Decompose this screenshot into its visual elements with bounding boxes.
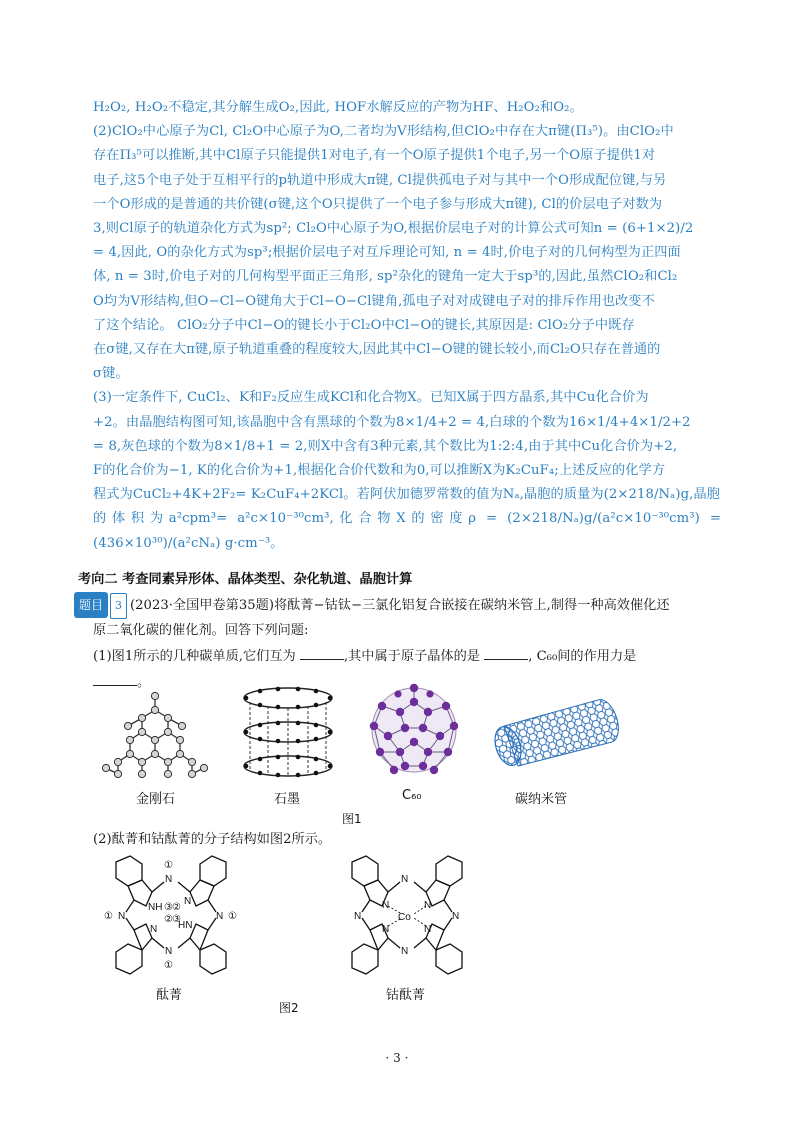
- site-label-1-bottom: ①: [164, 960, 173, 971]
- part1-end: 。: [137, 675, 151, 690]
- answer-line: (2)ClO₂中心原子为Cl, Cl₂O中心原子为O,二者均为V形结构,但ClO₂中存在大π键(Π₃⁵)。由ClO₂中: [93, 124, 674, 140]
- question-number: 3: [110, 593, 127, 619]
- question-tag: 题目: [74, 592, 108, 618]
- co-atom-n-right: N: [452, 911, 460, 922]
- atom-n-left: N: [118, 911, 126, 922]
- co-atom-n-left: N: [354, 911, 362, 922]
- figure1-label-graphite: 石墨: [274, 792, 301, 807]
- figure2-label-cobalt-phthalocyanine: 钴酞菁: [386, 988, 426, 1003]
- atom-n-right: N: [216, 911, 224, 922]
- answer-line: 存在Π₃⁵可以推断,其中Cl原子只能提供1对电子,有一个O原子提供1个电子,另一个O原子提供1对: [93, 148, 656, 164]
- atom-n-bottom: N: [165, 946, 173, 957]
- site-label-2-upper: ②: [164, 914, 173, 925]
- co-atom-n-bottom: N: [401, 946, 409, 957]
- part1-text-a: (1)图1所示的几种碳单质,它们互为: [93, 649, 296, 664]
- figure1-caption: 图1: [342, 812, 362, 826]
- answer-blank-2[interactable]: [484, 646, 528, 660]
- answer-line: 在σ键,又存在大π键,原子轨道重叠的程度较大,因此其中Cl−O键的键长较小,而Cl₂O只存在普通的: [93, 342, 661, 358]
- part1-text-b: ,其中属于原子晶体的是: [343, 649, 480, 664]
- answer-line: = 4,因此, O的杂化方式为sp³;根据价层电子对互斥理论可知, n = 4时,价电子对的几何构型为正四面: [93, 245, 681, 261]
- answer-line: 了这个结论。 ClO₂分子中Cl−O的键长小于Cl₂O中Cl−O的键长,其原因是: ClO₂分子中既存: [93, 317, 635, 333]
- site-label-2-mid: ②: [172, 902, 181, 913]
- answer-blank-1[interactable]: [300, 646, 344, 660]
- site-label-1-left: ①: [104, 911, 113, 922]
- co-atom-n-inner-4: N: [424, 924, 432, 935]
- phthalocyanine-structure-icon: [100, 852, 242, 978]
- answer-line: O均为V形结构,但O−Cl−O键角大于Cl−O−Cl键角,孤电子对对成键电子对的排斥作用也改变不: [93, 293, 655, 309]
- answer-line: 一个O形成的是普通的共价键(σ键,这个O只提供了一个电子参与形成大π键), Cl的价层电子对数为: [93, 196, 663, 212]
- answer-block: [93, 96, 721, 556]
- answer-line: = 8,灰色球的个数为8×1/8+1 = 2,则X中含有3种元素,其个数比为1:2:4,由于其中Cu化合价为+2,: [93, 438, 678, 454]
- question-line: 原二氧化碳的催化剂。回答下列问题:: [93, 623, 309, 638]
- answer-line: H₂O₂, H₂O₂不稳定,其分解生成O₂,因此, HOF水解反应的产物为HF、H₂O₂和O₂。: [93, 100, 583, 115]
- answer-line: 的体积为a²cpm³= a²c×10⁻³⁰cm³,化合物X的密度ρ = (2×218/Nₐ)g/(a²c×10⁻³⁰cm³) = (436×10³⁰)/(a²cNₐ) g·cm⁻³。: [93, 511, 721, 551]
- figure1-label-nanotube: 碳纳米管: [515, 792, 568, 807]
- c60-structure-icon: [366, 680, 462, 780]
- atom-hn: HN: [178, 920, 193, 931]
- site-label-3-upper: ③: [164, 902, 173, 913]
- atom-n-inner-left: N: [150, 924, 158, 935]
- figure2-caption: 图2: [279, 1001, 299, 1015]
- answer-line: F的化合价为−1, K的化合价为+1,根据化合价代数和为0,可以推断X为K₂CuF₄;上述反应的化学方: [93, 463, 666, 479]
- section-title: 考向二 考查同素异形体、晶体类型、杂化轨道、晶胞计算: [78, 572, 413, 587]
- page-number: · 3 ·: [385, 1051, 409, 1065]
- diamond-structure-icon: [100, 688, 210, 780]
- figure2-label-phthalocyanine: 酞菁: [156, 988, 183, 1003]
- atom-co: Co: [398, 912, 411, 923]
- answer-line: 程式为CuCl₂+4K+2F₂= K₂CuF₄+2KCl。若阿伏加德罗常数的值为Nₐ,晶胞的质量为(2×218/Nₐ)g,晶胞: [93, 487, 721, 503]
- answer-line: (3)一定条件下, CuCl₂、K和F₂反应生成KCl和化合物X。已知X属于四方晶系,其中Cu化合价为: [93, 390, 649, 406]
- co-atom-n-inner-1: N: [382, 900, 390, 911]
- answer-line: 3,则Cl原子的轨道杂化方式为sp²; Cl₂O中心原子为O,根据价层电子对的计算公式可知n = (6+1×2)/2: [93, 221, 694, 237]
- site-label-1-top: ①: [164, 860, 173, 871]
- co-atom-n-top: N: [401, 874, 409, 885]
- answer-line: +2。由晶胞结构图可知,该晶胞中含有黑球的个数为8×1/4+2 = 4,白球的个数为16×1/4+4×1/2+2: [93, 414, 691, 430]
- answer-line: 电子,这5个电子处于互相平行的p轨道中形成大π键, Cl提供孤电子对与其中一个O形成配位键,与另: [93, 172, 667, 188]
- part1-text-c: , C₆₀间的作用力是: [528, 649, 637, 664]
- atom-n-inner-right: N: [184, 896, 192, 907]
- figure1-label-c60: C₆₀: [402, 788, 422, 803]
- answer-line: σ键。: [93, 366, 129, 382]
- answer-blank-3[interactable]: [93, 672, 137, 686]
- part2-text: (2)酞菁和钴酞菁的分子结构如图2所示。: [93, 832, 332, 847]
- carbon-nanotube-icon: [490, 696, 615, 768]
- graphite-structure-icon: [238, 684, 338, 780]
- answer-line: 体, n = 3时,价电子对的几何构型平面正三角形, sp²杂化的键角一定大于sp³的,因此,虽然ClO₂和Cl₂: [93, 269, 678, 285]
- cobalt-phthalocyanine-structure-icon: [336, 852, 478, 978]
- atom-nh: NH: [148, 902, 163, 913]
- figure1-label-diamond: 金刚石: [136, 792, 176, 807]
- atom-n-top: N: [165, 874, 173, 885]
- co-atom-n-inner-2: N: [424, 900, 432, 911]
- site-label-3-mid: ③: [172, 914, 181, 925]
- co-atom-n-inner-3: N: [382, 924, 390, 935]
- site-label-1-right: ①: [228, 911, 237, 922]
- question-line: (2023·全国甲卷第35题)将酞菁−钴钛−三氯化铝复合嵌接在碳纳米管上,制得一种高效催化还: [130, 598, 670, 613]
